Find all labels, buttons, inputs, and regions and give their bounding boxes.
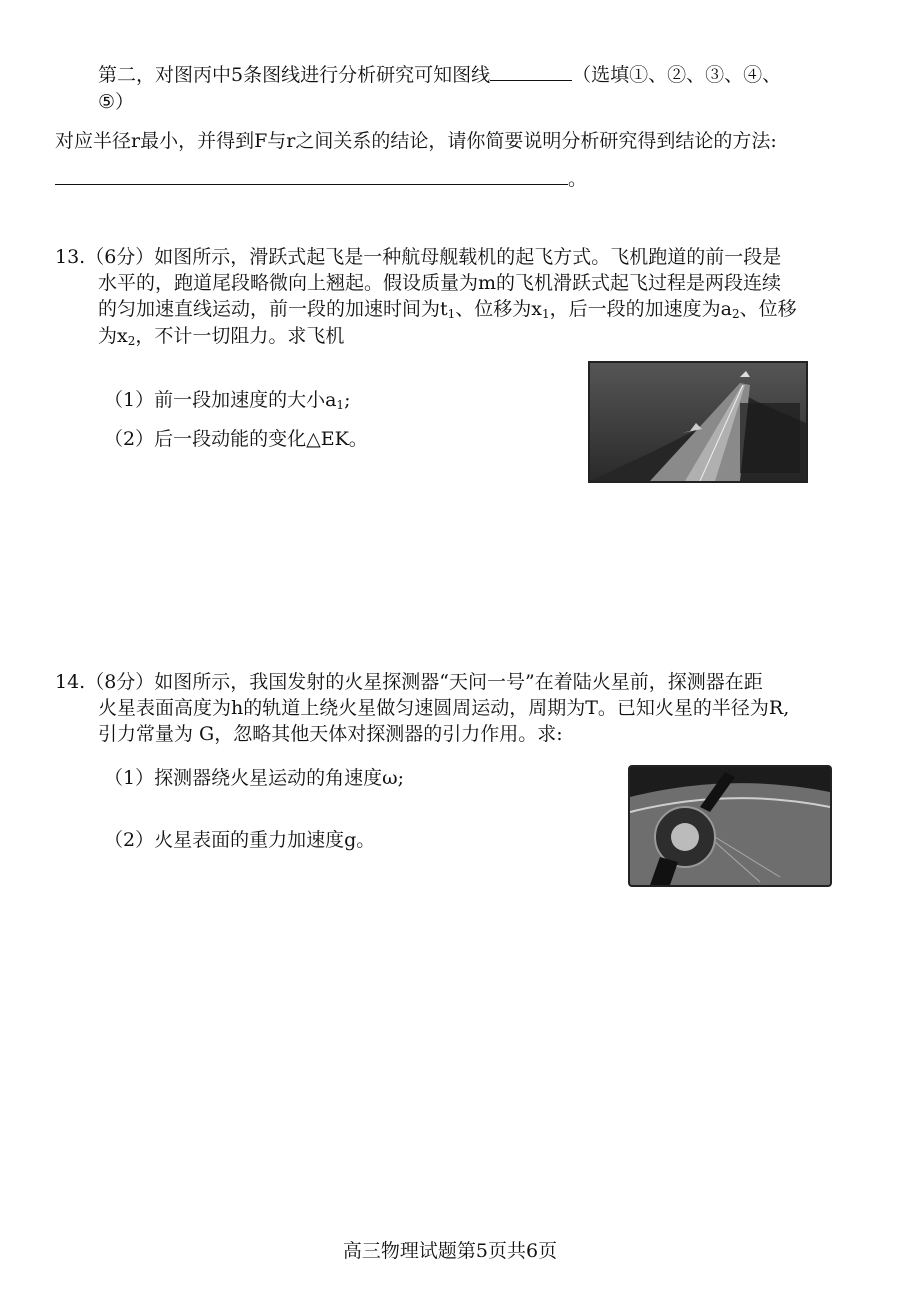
page-footer: 高三物理试题第5页共6页: [342, 1240, 558, 1262]
intro-line-4: 。: [55, 166, 587, 192]
carrier-takeoff-photo: [588, 361, 808, 483]
q13-part-2: （2）后一段动能的变化△EK。: [104, 428, 368, 450]
mars-probe-photo: [628, 765, 832, 887]
intro-line-2: ⑤）: [98, 91, 135, 113]
carrier-takeoff-image: [590, 363, 806, 481]
intro-text-a: 第二，对图丙中5条图线进行分析研究可知图线: [98, 64, 491, 86]
intro-line-1: [98, 62, 781, 88]
answer-blank-1[interactable]: [490, 62, 572, 81]
answer-blank-2[interactable]: [55, 166, 568, 185]
q14-part-2: （2）火星表面的重力加速度g。: [104, 829, 376, 851]
q13-line-1: 13.（6分）如图所示，滑跃式起飞是一种航母舰载机的起飞方式。飞机跑道的前一段是: [55, 246, 782, 268]
intro-text-b: （选填①、②、③、④、: [572, 64, 782, 86]
q14-line-1: 14.（8分）如图所示，我国发射的火星探测器“天问一号”在着陆火星前，探测器在距: [55, 671, 763, 693]
intro-line-3: 对应半径r最小，并得到F与r之间关系的结论，请你简要说明分析研究得到结论的方法:: [55, 130, 777, 152]
q14-part-1: （1）探测器绕火星运动的角速度ω;: [104, 767, 404, 789]
mars-probe-image: [630, 767, 830, 885]
q13-line-2: 水平的，跑道尾段略微向上翘起。假设质量为m的飞机滑跃式起飞过程是两段连续: [98, 272, 782, 294]
q14-line-2: 火星表面高度为h的轨道上绕火星做匀速圆周运动，周期为T。已知火星的半径为R,: [98, 697, 790, 719]
q13-line-3: 的匀加速直线运动，前一段的加速时间为$t_1$、位移为$x_1$，后一段的加速度为$a_2$、位移: [98, 298, 797, 321]
q14-line-3: 引力常量为 G，忽略其他天体对探测器的引力作用。求:: [98, 723, 563, 745]
q13-part-1: （1）前一段加速度的大小$a_1$;: [104, 389, 351, 412]
q13-line-4: 为$x_2$，不计一切阻力。求飞机: [98, 325, 345, 348]
